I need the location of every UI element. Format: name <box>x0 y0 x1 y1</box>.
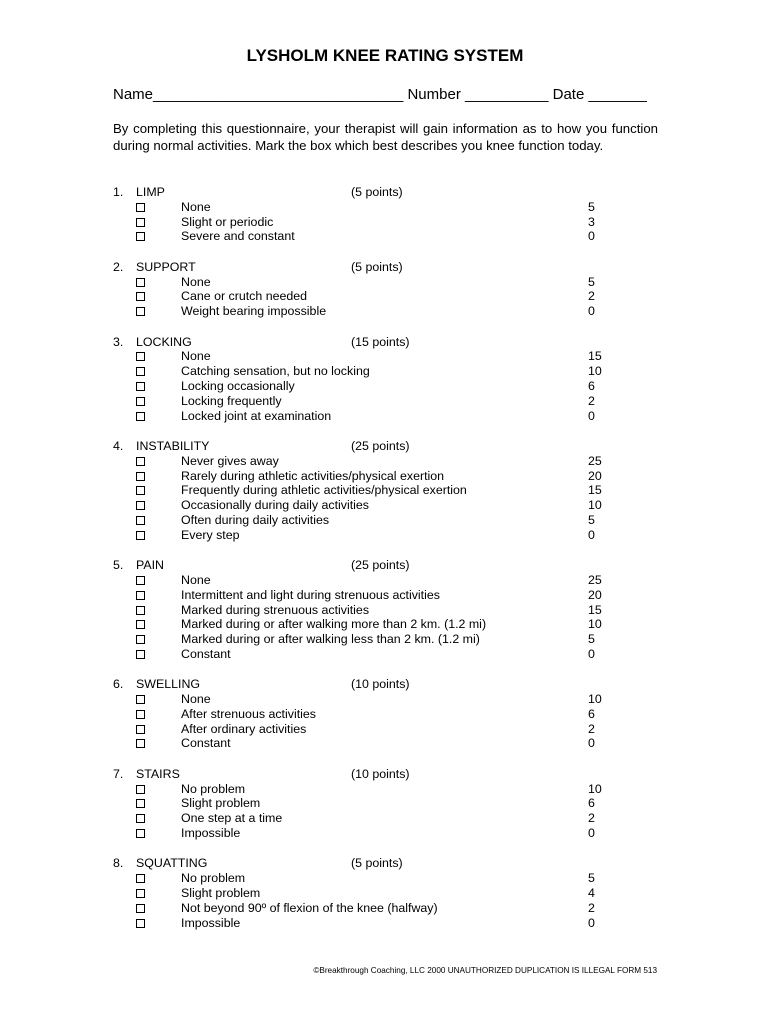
option-checkbox[interactable] <box>136 710 145 719</box>
option-row <box>113 692 603 707</box>
option-row <box>113 275 603 290</box>
option-score: 4 <box>588 886 595 901</box>
option-score: 0 <box>588 527 595 542</box>
option-checkbox[interactable] <box>136 739 145 748</box>
option-label: Intermittent and light during strenuous activities <box>181 587 440 602</box>
option-checkbox[interactable] <box>136 695 145 704</box>
option-row <box>113 886 603 901</box>
option-score: 6 <box>588 378 595 393</box>
option-score: 5 <box>588 871 595 886</box>
question-sections <box>113 185 603 946</box>
option-score: 6 <box>588 796 595 811</box>
section-number: 3. <box>113 334 124 349</box>
option-checkbox[interactable] <box>136 725 145 734</box>
option-label: None <box>181 274 211 289</box>
option-checkbox[interactable] <box>136 814 145 823</box>
section-title: LIMP <box>136 185 165 199</box>
section-title: SUPPORT <box>136 259 196 274</box>
option-score: 2 <box>588 393 595 408</box>
option-checkbox[interactable] <box>136 874 145 883</box>
option-row <box>113 229 603 244</box>
section-squatting <box>113 856 603 930</box>
option-checkbox[interactable] <box>136 889 145 898</box>
section-swelling <box>113 677 603 751</box>
option-label: Locking frequently <box>181 393 282 408</box>
option-score: 5 <box>588 199 595 214</box>
name-label: Name <box>113 86 154 103</box>
option-label: Rarely during athletic activities/physical exertion <box>181 468 445 483</box>
option-row <box>113 304 603 319</box>
option-checkbox[interactable] <box>136 457 145 466</box>
section-points: (10 points) <box>351 766 410 781</box>
option-score: 20 <box>588 468 602 483</box>
number-label: Number <box>407 86 461 103</box>
option-score: 25 <box>588 572 602 587</box>
option-score: 5 <box>588 274 595 289</box>
section-header <box>113 335 603 350</box>
option-score: 0 <box>588 229 595 244</box>
option-score: 0 <box>588 304 595 319</box>
option-row <box>113 483 603 498</box>
option-row <box>113 498 603 513</box>
option-label: None <box>181 349 211 364</box>
section-title: SQUATTING <box>136 856 208 871</box>
option-score: 0 <box>588 408 595 423</box>
option-label: Often during daily activities <box>181 512 330 527</box>
option-row <box>113 901 603 916</box>
option-score: 2 <box>588 721 595 736</box>
option-score: 5 <box>588 512 595 527</box>
option-label: Weight bearing impossible <box>181 304 327 319</box>
option-checkbox[interactable] <box>136 785 145 794</box>
option-row <box>113 632 603 647</box>
option-checkbox[interactable] <box>136 486 145 495</box>
option-checkbox[interactable] <box>136 397 145 406</box>
option-label: Impossible <box>181 915 241 930</box>
section-number: 5. <box>113 558 124 573</box>
option-label: Locked joint at examination <box>181 408 332 423</box>
option-checkbox[interactable] <box>136 635 145 644</box>
patient-info-line <box>113 86 647 103</box>
option-row <box>113 722 603 737</box>
option-label: Every step <box>181 527 240 542</box>
option-label: Impossible <box>181 826 241 841</box>
option-checkbox[interactable] <box>136 218 145 227</box>
date-label: Date <box>552 86 585 103</box>
option-row <box>113 603 603 618</box>
option-row <box>113 200 603 215</box>
date-field[interactable]: _______ <box>588 86 647 103</box>
section-header <box>113 185 603 200</box>
section-support <box>113 260 603 319</box>
option-checkbox[interactable] <box>136 203 145 212</box>
option-checkbox[interactable] <box>136 591 145 600</box>
section-pain <box>113 558 603 662</box>
section-number: 2. <box>113 259 124 274</box>
option-checkbox[interactable] <box>136 352 145 361</box>
option-checkbox[interactable] <box>136 516 145 525</box>
option-row <box>113 811 603 826</box>
option-score: 10 <box>588 364 602 379</box>
section-points: (5 points) <box>351 185 403 199</box>
option-checkbox[interactable] <box>136 650 145 659</box>
option-row <box>113 379 603 394</box>
option-row <box>113 573 603 588</box>
section-header <box>113 558 603 573</box>
option-score: 20 <box>588 587 602 602</box>
section-header <box>113 677 603 692</box>
option-label: After ordinary activities <box>181 721 307 736</box>
option-score: 0 <box>588 646 595 661</box>
option-row <box>113 782 603 797</box>
section-header <box>113 260 603 275</box>
option-score: 15 <box>588 483 602 498</box>
section-instability <box>113 439 603 543</box>
option-label: Marked during strenuous activities <box>181 602 370 617</box>
option-score: 2 <box>588 900 595 915</box>
option-checkbox[interactable] <box>136 382 145 391</box>
option-label: None <box>181 572 211 587</box>
option-score: 0 <box>588 736 595 751</box>
option-checkbox[interactable] <box>136 412 145 421</box>
option-label: Not beyond 90º of flexion of the knee (halfway) <box>181 900 438 915</box>
option-score: 0 <box>588 915 595 930</box>
option-row <box>113 736 603 751</box>
section-title: LOCKING <box>136 334 192 349</box>
section-header <box>113 767 603 782</box>
section-number: 1. <box>113 185 124 199</box>
section-points: (25 points) <box>351 438 410 453</box>
section-points: (10 points) <box>351 677 410 692</box>
section-number: 6. <box>113 677 124 692</box>
option-label: Marked during or after walking more than 2 km. (1.2 mi) <box>181 617 487 632</box>
option-score: 10 <box>588 692 602 707</box>
option-checkbox[interactable] <box>136 367 145 376</box>
option-score: 3 <box>588 214 595 229</box>
section-limp <box>113 185 603 244</box>
option-checkbox[interactable] <box>136 307 145 316</box>
footer-copyright: ©Breakthrough Coaching, LLC 2000 UNAUTHORIZED DUPLICATION IS ILLEGAL FORM 513 <box>313 966 657 975</box>
option-score: 25 <box>588 453 602 468</box>
option-score: 10 <box>588 498 602 513</box>
option-label: Marked during or after walking less than 2 km. (1.2 mi) <box>181 632 480 647</box>
option-checkbox[interactable] <box>136 278 145 287</box>
option-row <box>113 409 603 424</box>
section-title: INSTABILITY <box>136 438 210 453</box>
option-label: None <box>181 692 211 707</box>
option-label: Severe and constant <box>181 229 295 244</box>
option-row <box>113 871 603 886</box>
option-label: Constant <box>181 736 231 751</box>
option-score: 10 <box>588 617 602 632</box>
option-checkbox[interactable] <box>136 531 145 540</box>
option-row <box>113 364 603 379</box>
option-label: None <box>181 199 211 214</box>
option-score: 2 <box>588 289 595 304</box>
section-title: PAIN <box>136 558 164 573</box>
option-row <box>113 916 603 931</box>
option-row <box>113 826 603 841</box>
option-label: Slight problem <box>181 886 261 901</box>
option-score: 15 <box>588 602 602 617</box>
option-checkbox[interactable] <box>136 829 145 838</box>
option-label: Catching sensation, but no locking <box>181 364 370 379</box>
option-row <box>113 513 603 528</box>
option-score: 10 <box>588 781 602 796</box>
option-row <box>113 215 603 230</box>
section-points: (5 points) <box>351 856 403 871</box>
option-score: 15 <box>588 349 602 364</box>
option-label: Constant <box>181 646 231 661</box>
option-score: 2 <box>588 811 595 826</box>
option-row <box>113 617 603 632</box>
option-label: After strenuous activities <box>181 706 316 721</box>
option-checkbox[interactable] <box>136 472 145 481</box>
intro-paragraph: By completing this questionnaire, your therapist will gain information as to how you function during normal activities. Mark the box which best describes you knee function today. <box>113 121 658 153</box>
section-number: 7. <box>113 766 124 781</box>
option-row <box>113 454 603 469</box>
option-checkbox[interactable] <box>136 919 145 928</box>
option-row <box>113 707 603 722</box>
section-points: (15 points) <box>351 334 410 349</box>
section-header <box>113 439 603 454</box>
section-points: (25 points) <box>351 558 410 573</box>
option-checkbox[interactable] <box>136 799 145 808</box>
section-title: STAIRS <box>136 766 180 781</box>
section-number: 4. <box>113 438 124 453</box>
option-checkbox[interactable] <box>136 232 145 241</box>
option-row <box>113 289 603 304</box>
page-title: LYSHOLM KNEE RATING SYSTEM <box>246 46 524 65</box>
option-score: 0 <box>588 826 595 841</box>
option-checkbox[interactable] <box>136 620 145 629</box>
option-row <box>113 588 603 603</box>
option-score: 6 <box>588 706 595 721</box>
option-score: 5 <box>588 632 595 647</box>
option-label: Frequently during athletic activities/physical exertion <box>181 483 467 498</box>
section-locking <box>113 335 603 424</box>
section-points: (5 points) <box>351 259 403 274</box>
option-label: Slight or periodic <box>181 214 274 229</box>
section-number: 8. <box>113 856 124 871</box>
option-label: Occasionally during daily activities <box>181 498 370 513</box>
option-row <box>113 647 603 662</box>
option-label: Locking occasionally <box>181 378 295 393</box>
section-header <box>113 856 603 871</box>
option-row <box>113 796 603 811</box>
option-checkbox[interactable] <box>136 501 145 510</box>
name-field[interactable]: ______________________________ <box>153 86 404 103</box>
option-row <box>113 349 603 364</box>
option-row <box>113 469 603 484</box>
option-checkbox[interactable] <box>136 576 145 585</box>
option-row <box>113 394 603 409</box>
option-label: No problem <box>181 871 246 886</box>
option-row <box>113 528 603 543</box>
section-stairs <box>113 767 603 841</box>
option-label: Never gives away <box>181 453 279 468</box>
option-label: Slight problem <box>181 796 261 811</box>
option-checkbox[interactable] <box>136 606 145 615</box>
option-label: No problem <box>181 781 246 796</box>
option-checkbox[interactable] <box>136 292 145 301</box>
section-title: SWELLING <box>136 677 201 692</box>
option-label: Cane or crutch needed <box>181 289 308 304</box>
option-checkbox[interactable] <box>136 904 145 913</box>
number-field[interactable]: __________ <box>465 86 549 103</box>
option-label: One step at a time <box>181 811 283 826</box>
